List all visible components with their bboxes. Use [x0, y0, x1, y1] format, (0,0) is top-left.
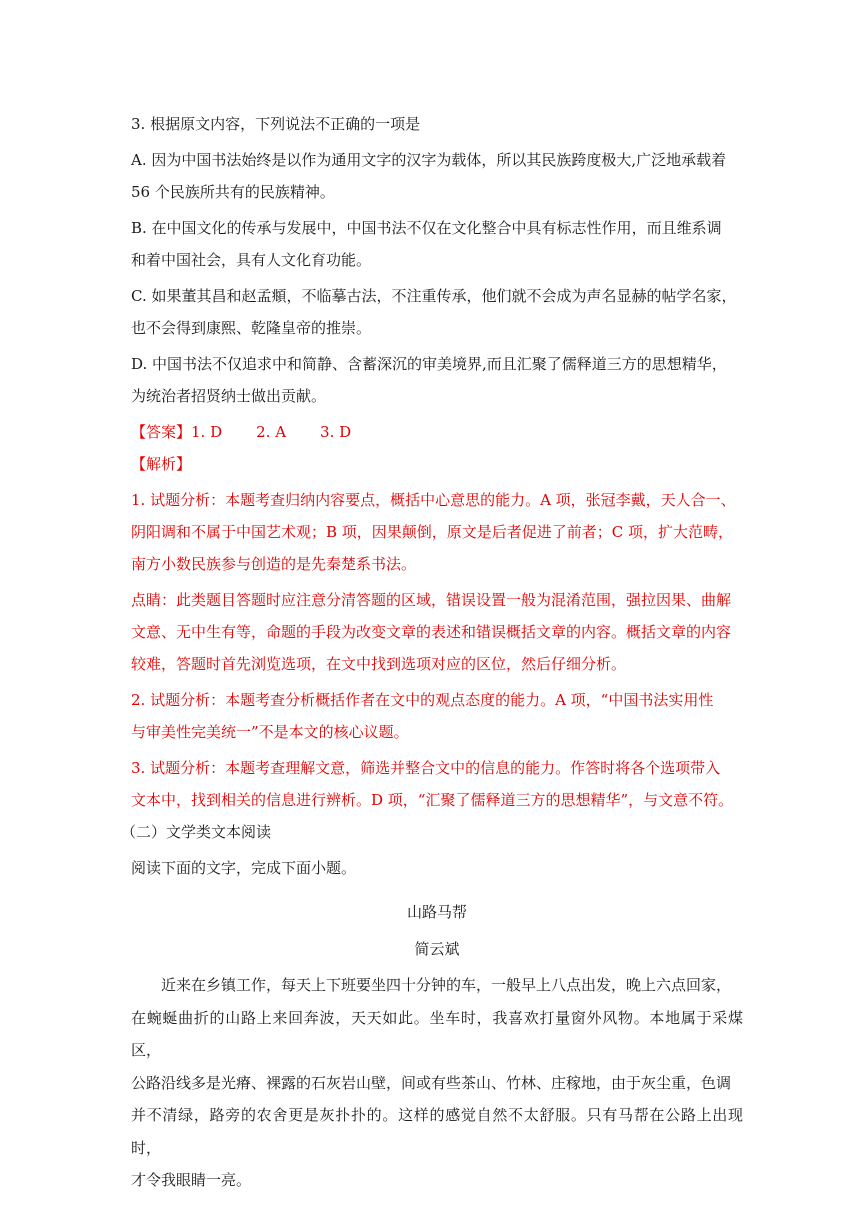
- option-a-line2: 56 个民族所共有的民族精神。: [131, 183, 335, 201]
- option-c-line2: 也不会得到康熙、乾隆皇帝的推崇。: [131, 319, 372, 337]
- analysis-1-line2: 阴阳调和不属于中国艺术观；B 项，因果颠倒，原文是后者促进了前者；C 项，扩大范畴，: [131, 523, 734, 541]
- option-b-line2: 和着中国社会，具有人文化育功能。: [131, 251, 372, 269]
- option-d-line2: 为统治者招贤纳士做出贡献。: [131, 387, 327, 405]
- analysis-1-line3: 南方小数民族参与创造的是先秦楚系书法。: [131, 555, 417, 573]
- article-line1: 近来在乡镇工作，每天上下班要坐四十分钟的车，一般早上八点出发，晚上六点回家，: [161, 976, 732, 994]
- section-heading: （二）文学类文本阅读: [121, 823, 272, 841]
- analysis-label: 【解析】: [131, 455, 192, 473]
- tip-line3: 较难，答题时首先浏览选项，在文中找到选项对应的区位，然后仔细分析。: [131, 655, 627, 673]
- analysis-3-line1: 3. 试题分析：本题考查理解文意，筛选并整合文中的信息的能力。作答时将各个选项带入: [131, 759, 721, 777]
- article-author: 简云斌: [414, 939, 460, 958]
- document-content: [121, 108, 743, 1197]
- article-line4: 并不清绿，路旁的农舍更是灰扑扑的。这样的感觉自然不太舒服。只有马帮在公路上出现时，: [131, 1106, 743, 1157]
- option-d-line1: D. 中国书法不仅追求中和简静、含蓄深沉的审美境界,而且汇聚了儒释道三方的思想精华，: [131, 355, 727, 373]
- answer-item-2: 2. A: [256, 423, 287, 441]
- option-b-line1: B. 在中国文化的传承与发展中，中国书法不仅在文化整合中具有标志性作用，而且维系调: [131, 219, 722, 237]
- tip-line1: 点睛：此类题目答题时应注意分清答题的区域，错误设置一般为混淆范围，强拉因果、曲解: [131, 591, 732, 609]
- question-3-stem: 3. 根据原文内容，下列说法不正确的一项是: [131, 115, 421, 133]
- analysis-3-line2: 文本中，找到相关的信息进行辨析。D 项，“汇聚了儒释道三方的思想精华”，与文意不符。: [131, 791, 734, 809]
- answer-item-3: 3. D: [320, 423, 352, 441]
- answer-label: 【答案】: [131, 423, 192, 441]
- article-line2: 在蜿蜒曲折的山路上来回奔波，天天如此。坐车时，我喜欢打量窗外风物。本地属于采煤区，: [131, 1008, 743, 1059]
- analysis-2-line2: 与审美性完美统一”不是本文的核心议题。: [131, 723, 409, 741]
- answer-item-1: 1. D: [191, 423, 223, 441]
- article-title: 山路马帮: [406, 903, 467, 921]
- analysis-2-line1: 2. 试题分析：本题考查分析概括作者在文中的观点态度的能力。A 项，“中国书法实用性: [131, 691, 714, 709]
- answer-line: [131, 416, 743, 448]
- option-c-line1: C. 如果董其昌和赵孟頫，不临摹古法，不注重传承，他们就不会成为声名显赫的帖学名家，: [131, 287, 737, 305]
- reading-instruction: 阅读下面的文字，完成下面小题。: [131, 859, 357, 877]
- analysis-1-line1: 1. 试题分析：本题考查归纳内容要点，概括中心意思的能力。A 项，张冠李戴，天人合一、: [131, 491, 736, 509]
- option-a-line1: A. 因为中国书法始终是以作为通用文字的汉字为载体，所以其民族跨度极大,广泛地承载着: [131, 151, 727, 169]
- article-line3: 公路沿线多是光瘠、裸露的石灰岩山壁，间或有些茶山、竹林、庄稼地，由于灰尘重，色调: [131, 1073, 732, 1092]
- tip-line2: 文意、无中生有等，命题的手段为改变文章的表述和错误概括文章的内容。概括文章的内容: [131, 623, 732, 641]
- article-line5: 才令我眼睛一亮。: [131, 1171, 252, 1189]
